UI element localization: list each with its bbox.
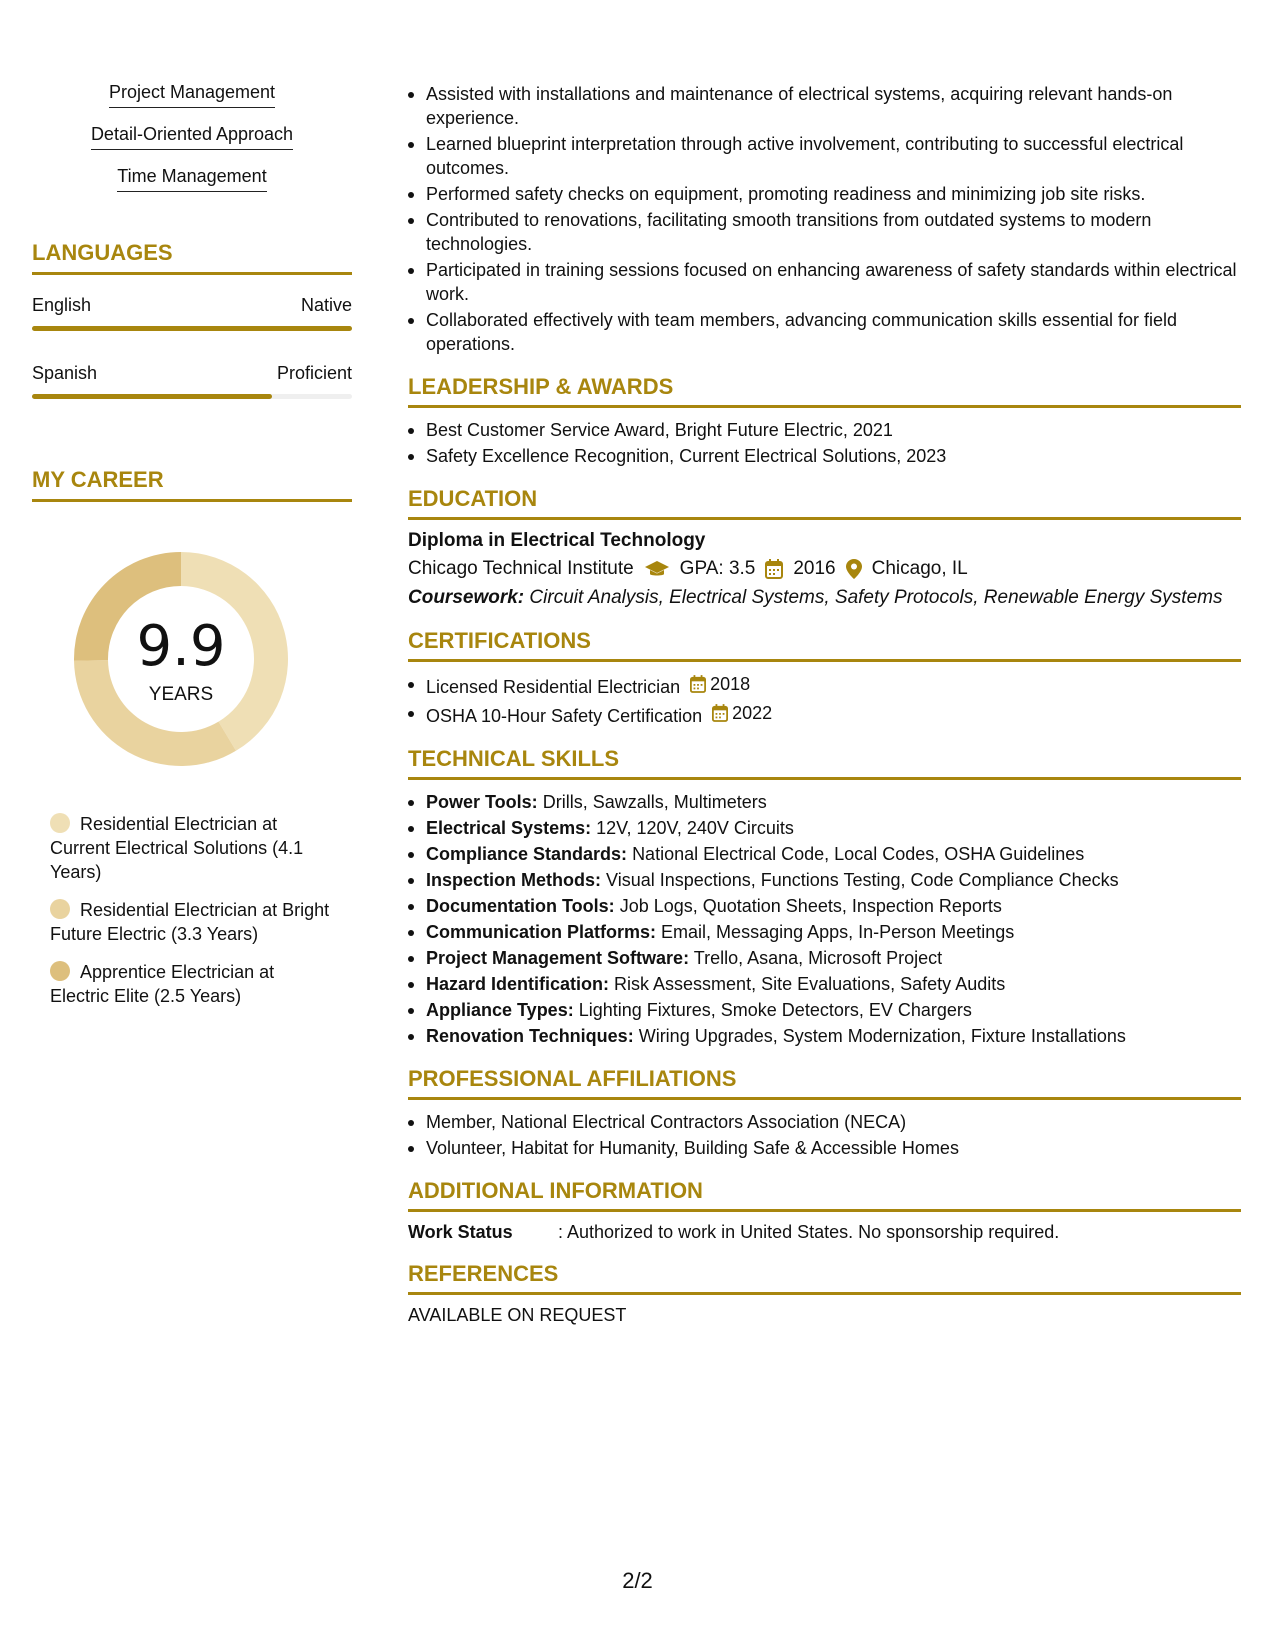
page-number: 2/2 [622, 1568, 653, 1593]
list-item: Communication Platforms: Email, Messaging Apps, In-Person Meetings [408, 920, 1241, 944]
list-item: Contributed to renovations, facilitating smooth transitions from outdated systems to modern technologies. [408, 208, 1241, 256]
list-item: Learned blueprint interpretation through active involvement, contributing to successful electrical outcomes. [408, 132, 1241, 180]
work-status-label: Work Status [408, 1222, 513, 1242]
graduation-year: 2016 [793, 558, 836, 579]
career-legend [50, 812, 330, 1008]
career-donut-chart [66, 544, 296, 774]
list-item: Assisted with installations and maintenance of electrical systems, acquiring relevant hands-on experience. [408, 82, 1241, 130]
calendar-icon [712, 704, 728, 722]
affiliations-section [408, 1066, 1241, 1160]
list-item: Inspection Methods: Visual Inspections, Functions Testing, Code Compliance Checks [408, 868, 1241, 892]
references-heading: REFERENCES [408, 1261, 1241, 1295]
skill-tag: Detail-Oriented Approach [32, 124, 352, 150]
list-item: Project Management Software: Trello, Asana, Microsoft Project [408, 946, 1241, 970]
school-name: Chicago Technical Institute [408, 558, 634, 579]
language-row [32, 295, 352, 316]
list-item: Best Customer Service Award, Bright Future Electric, 2021 [408, 418, 1241, 442]
education-details [408, 558, 1241, 580]
language-row [32, 363, 352, 384]
list-item: Performed safety checks on equipment, promoting readiness and minimizing job site risks. [408, 182, 1241, 206]
list-item: Member, National Electrical Contractors Association (NECA) [408, 1110, 1241, 1134]
legend-item: Residential Electrician at Bright Future Electric (3.3 Years) [50, 900, 330, 944]
work-status-value: : Authorized to work in United States. No sponsorship required. [558, 1222, 1060, 1242]
list-item: Renovation Techniques: Wiring Upgrades, System Modernization, Fixture Installations [408, 1024, 1241, 1048]
list-item: Collaborated effectively with team members, advancing communication skills essential for field operations. [408, 308, 1241, 356]
additional-info-heading: ADDITIONAL INFORMATION [408, 1178, 1241, 1212]
legend-dot [50, 899, 70, 919]
school-location: Chicago, IL [871, 558, 968, 579]
list-item: Volunteer, Habitat for Humanity, Building Safe & Accessible Homes [408, 1136, 1241, 1160]
right-column [408, 82, 1241, 1326]
location-pin-icon [846, 559, 862, 579]
list-item: Power Tools: Drills, Sawzalls, Multimeters [408, 790, 1241, 814]
language-name: Spanish [32, 363, 98, 383]
legend-item: Residential Electrician at Current Electrical Solutions (4.1 Years) [50, 814, 304, 882]
list-item: Appliance Types: Lighting Fixtures, Smoke Detectors, EV Chargers [408, 998, 1241, 1022]
coursework: Coursework: Circuit Analysis, Electrical Systems, Safety Protocols, Renewable Energy Systems [408, 587, 1223, 608]
career-total: 9.9 [136, 614, 226, 679]
education-section [408, 486, 1241, 610]
gpa: GPA: 3.5 [679, 558, 756, 579]
list-item: Safety Excellence Recognition, Current Electrical Solutions, 2023 [408, 444, 1241, 468]
certifications-section [408, 628, 1241, 728]
left-column [32, 82, 352, 1022]
references-section [408, 1261, 1241, 1326]
technical-skills-heading: TECHNICAL SKILLS [408, 746, 1241, 780]
language-name: English [32, 295, 92, 315]
list-item: Compliance Standards: National Electrical Code, Local Codes, OSHA Guidelines [408, 842, 1241, 866]
language-level: Native [300, 295, 352, 315]
language-bar-fill [32, 326, 352, 331]
graduation-cap-icon [644, 559, 670, 579]
language-bar-fill [32, 394, 272, 399]
calendar-icon [765, 559, 783, 579]
list-item: Documentation Tools: Job Logs, Quotation Sheets, Inspection Reports [408, 894, 1241, 918]
legend-dot [50, 813, 70, 833]
certifications-heading: CERTIFICATIONS [408, 628, 1241, 662]
skill-tag: Time Management [32, 166, 352, 192]
career-heading: MY CAREER [32, 467, 352, 502]
legend-dot [50, 961, 70, 981]
references-text: AVAILABLE ON REQUEST [408, 1305, 627, 1325]
experience-bullets [408, 82, 1241, 356]
calendar-icon [690, 675, 706, 693]
leadership-section [408, 374, 1241, 468]
list-item: OSHA 10-Hour Safety Certification 2022 [408, 701, 1241, 728]
list-item: Licensed Residential Electrician 2018 [408, 672, 1241, 699]
list-item: Hazard Identification: Risk Assessment, Site Evaluations, Safety Audits [408, 972, 1241, 996]
language-bar [32, 326, 352, 331]
languages-heading: LANGUAGES [32, 240, 352, 275]
list-item: Participated in training sessions focused on enhancing awareness of safety standards within electrical work. [408, 258, 1241, 306]
career-unit: YEARS [148, 684, 214, 705]
language-level: Proficient [276, 363, 352, 383]
leadership-heading: LEADERSHIP & AWARDS [408, 374, 1241, 408]
language-bar [32, 394, 352, 399]
affiliations-heading: PROFESSIONAL AFFILIATIONS [408, 1066, 1241, 1100]
technical-skills-section [408, 746, 1241, 1048]
skill-tag: Project Management [32, 82, 352, 108]
degree-title: Diploma in Electrical Technology [408, 530, 706, 551]
legend-item: Apprentice Electrician at Electric Elite (2.5 Years) [50, 962, 275, 1006]
additional-info-section [408, 1178, 1241, 1243]
work-status [408, 1222, 1241, 1243]
education-heading: EDUCATION [408, 486, 1241, 520]
list-item: Electrical Systems: 12V, 120V, 240V Circuits [408, 816, 1241, 840]
